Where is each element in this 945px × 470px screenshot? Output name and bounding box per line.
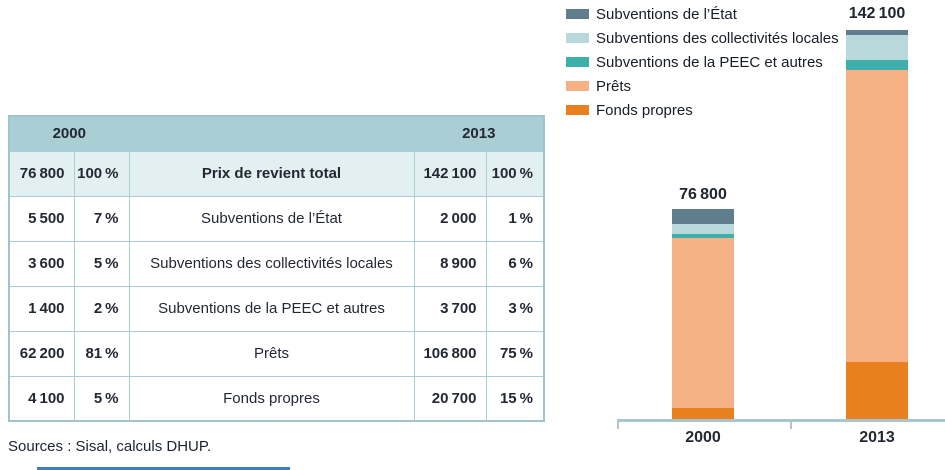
table-row — [9, 241, 544, 286]
pct-2000: 81 % — [74, 331, 129, 376]
table-row — [9, 376, 544, 421]
value-2013: 142 100 — [414, 151, 486, 196]
pct-2000: 100 % — [74, 151, 129, 196]
bar-total-label-2000: 76 800 — [679, 186, 727, 203]
year-header-2000: 2000 — [9, 116, 129, 151]
year-header-spacer — [129, 116, 414, 151]
bar-total-label-2013: 142 100 — [848, 5, 906, 22]
chart-legend — [566, 2, 839, 122]
legend-item — [566, 26, 839, 50]
legend-label: Subventions des collectivités locales — [596, 29, 839, 47]
legend-item — [566, 2, 839, 26]
value-2000: 76 800 — [9, 151, 74, 196]
pct-2000: 7 % — [74, 196, 129, 241]
value-2000: 5 500 — [9, 196, 74, 241]
table-header-row — [9, 116, 544, 151]
value-2013: 8 900 — [414, 241, 486, 286]
value-2000: 62 200 — [9, 331, 74, 376]
legend-swatch-icon — [566, 57, 589, 67]
pct-2013: 3 % — [486, 286, 544, 331]
table-row — [9, 331, 544, 376]
value-2013: 106 800 — [414, 331, 486, 376]
legend-swatch-icon — [566, 81, 589, 91]
value-2000: 4 100 — [9, 376, 74, 421]
pct-2013: 100 % — [486, 151, 544, 196]
pct-2013: 15 % — [486, 376, 544, 421]
legend-item — [566, 74, 839, 98]
table-row — [9, 151, 544, 196]
legend-swatch-icon — [566, 33, 589, 43]
legend-swatch-icon — [566, 105, 589, 115]
legend-item — [566, 50, 839, 74]
pct-2000: 5 % — [74, 241, 129, 286]
bar-segment — [846, 60, 908, 70]
row-label: Subventions des collectivités locales — [129, 241, 414, 286]
bar-segment — [672, 209, 734, 224]
value-2013: 20 700 — [414, 376, 486, 421]
bar-segment — [672, 238, 734, 408]
value-2000: 1 400 — [9, 286, 74, 331]
bar-segment — [846, 35, 908, 59]
source-note: Sources : Sisal, calculs DHUP. — [8, 438, 212, 455]
financing-table — [8, 115, 545, 422]
bar-segment — [672, 408, 734, 419]
pct-2013: 6 % — [486, 241, 544, 286]
bar-segment — [846, 362, 908, 419]
value-2013: 2 000 — [414, 196, 486, 241]
x-axis-line — [617, 419, 945, 422]
legend-label: Subventions de l’État — [596, 5, 737, 23]
legend-swatch-icon — [566, 9, 589, 19]
value-2013: 3 700 — [414, 286, 486, 331]
legend-label: Subventions de la PEEC et autres — [596, 53, 823, 71]
stacked-bar-2013 — [846, 30, 908, 419]
row-label: Prêts — [129, 331, 414, 376]
value-2000: 3 600 — [9, 241, 74, 286]
stacked-bar-2000 — [672, 209, 734, 419]
legend-label: Fonds propres — [596, 101, 693, 119]
row-label: Prix de revient total — [129, 151, 414, 196]
axis-tick — [790, 422, 792, 429]
x-axis-label-2000: 2000 — [685, 429, 721, 446]
bar-segment — [672, 224, 734, 234]
x-axis-label-2013: 2013 — [859, 429, 895, 446]
pct-2013: 75 % — [486, 331, 544, 376]
pct-2000: 2 % — [74, 286, 129, 331]
table-row — [9, 286, 544, 331]
pct-2000: 5 % — [74, 376, 129, 421]
pct-2013: 1 % — [486, 196, 544, 241]
legend-item — [566, 98, 839, 122]
row-label: Subventions de l’État — [129, 196, 414, 241]
year-header-2013: 2013 — [414, 116, 544, 151]
table-row — [9, 196, 544, 241]
row-label: Subventions de la PEEC et autres — [129, 286, 414, 331]
legend-label: Prêts — [596, 77, 632, 95]
row-label: Fonds propres — [129, 376, 414, 421]
axis-tick — [617, 422, 619, 429]
bar-segment — [846, 70, 908, 362]
